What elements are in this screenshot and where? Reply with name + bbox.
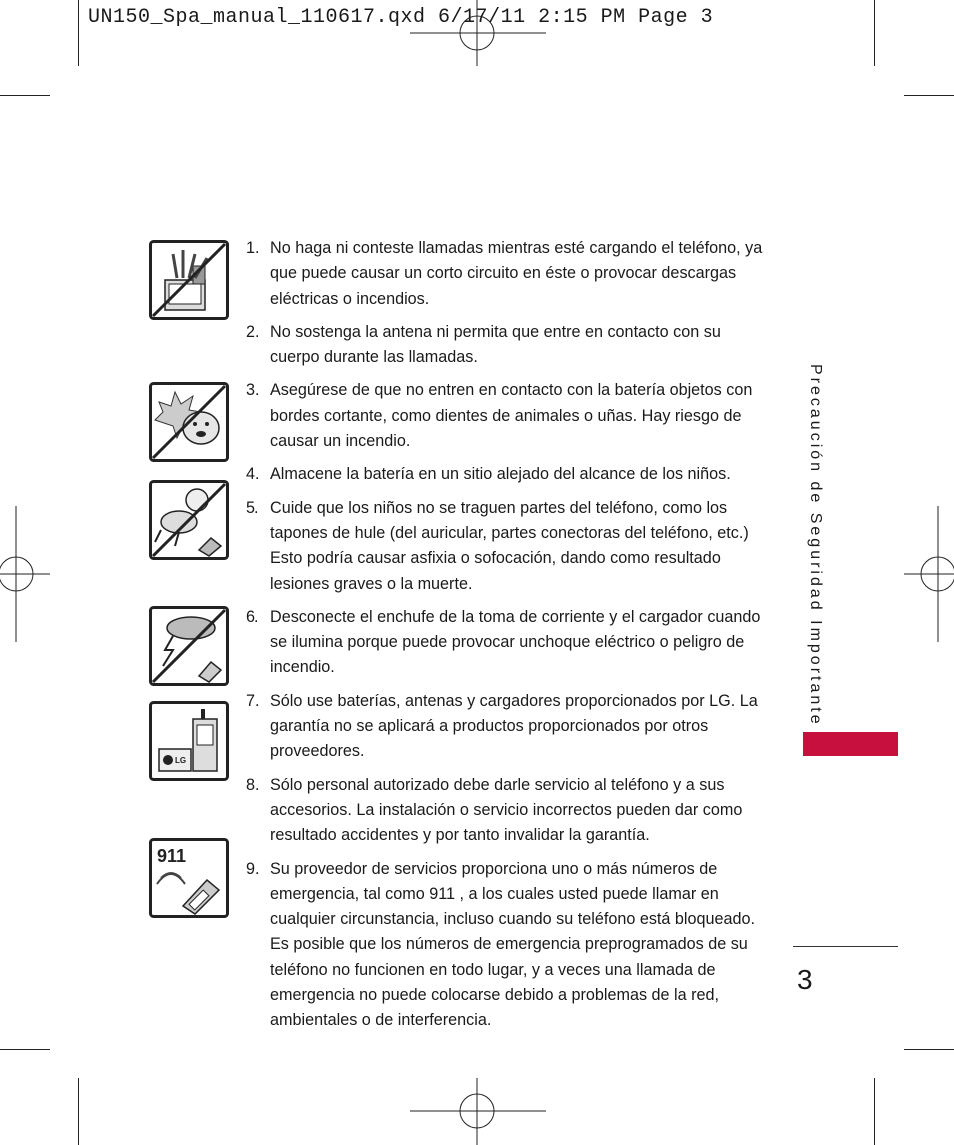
page-number: 3 (797, 964, 813, 995)
list-item (246, 857, 770, 1034)
crop-mark (904, 1049, 954, 1050)
item-text: No sostenga la antena ni permita que entre en contacto con su cuerpo durante las llamadas. (270, 322, 721, 367)
list-item (246, 320, 770, 371)
svg-text:LG: LG (175, 756, 187, 765)
registration-mark-left (0, 506, 50, 642)
crop-mark (78, 1078, 79, 1145)
emergency-911-icon (149, 838, 229, 918)
crop-mark (874, 1078, 875, 1145)
item-number: 6. (246, 607, 258, 626)
list-item (246, 236, 770, 312)
item-text: Desconecte el enchufe de la toma de corriente y el cargador cuando se ilumina porque puede provocar unchoque eléctrico o peligro de incendio. (270, 607, 761, 677)
safety-list (246, 236, 770, 1042)
item-number: 5. (246, 498, 258, 517)
registration-mark-right (904, 506, 954, 642)
list-item (246, 496, 770, 597)
item-text: Asegúrese de que no entren en contacto con la batería objetos con bordes cortante, como dientes de animales o uñas. Hay riesgo de causar un incendio. (270, 381, 753, 451)
item-number: 4. (246, 465, 260, 484)
item-number: 3. (246, 381, 260, 400)
no-charging-call-icon (149, 240, 229, 320)
item-text: Su proveedor de servicios proporciona uno o más números de emergencia, tal como 911 , a los cuales usted puede llamar en cualquier circunstancia, incluso cuando su teléfono está bloqueado. Es posible que los números de emergencia preprogramados de su teléfono no funcionen en todo lugar, y a veces una llamada de emergencia no puede colocarse debido a problemas de la red, ambientales o de interferencia. (270, 859, 756, 1030)
list-item (246, 462, 770, 487)
item-number: 9. (246, 859, 260, 878)
item-number: 7. (246, 691, 260, 710)
list-item (246, 378, 770, 454)
page-number-rule (793, 946, 898, 947)
crop-mark (904, 95, 954, 96)
crop-mark (0, 1049, 50, 1050)
lg-battery-phone-icon (149, 701, 229, 781)
list-item (246, 773, 770, 849)
item-text: Sólo personal autorizado debe darle servicio al teléfono y a sus accesorios. La instalación o servicio incorrectos pueden dar como resultado accidentes y por tanto invalidar la garantía. (270, 775, 743, 845)
no-lightning-icon (149, 606, 229, 686)
crop-mark (0, 95, 50, 96)
crop-mark (78, 0, 79, 66)
print-slug: UN150_Spa_manual_110617.qxd 6/17/11 2:15 PM Page 3 (88, 6, 714, 29)
list-item (246, 689, 770, 765)
item-number: 2. (246, 322, 260, 341)
no-pet-bite-icon (149, 382, 229, 462)
crop-mark (874, 0, 875, 66)
no-child-swallow-icon (149, 480, 229, 560)
item-text: Cuide que los niños no se traguen partes del teléfono, como los tapones de hule (del auricular, partes conectoras del teléfono, etc.) Esto podría causar asfixia o sofocación, dando como resultado lesiones graves o la muerte. (270, 498, 749, 593)
registration-mark-top (410, 0, 546, 66)
item-number: 1. (246, 239, 260, 257)
registration-mark-bottom (410, 1078, 546, 1145)
item-text: Sólo use baterías, antenas y cargadores proporcionados por LG. La garantía no se aplicará a productos proporcionados por otros proveedores. (270, 691, 758, 761)
item-text: Almacene la batería en un sitio alejado del alcance de los niños. (270, 465, 731, 484)
list-item (246, 605, 770, 681)
item-text: No haga ni conteste llamadas mientras esté cargando el teléfono, ya que puede causar un corto circuito en éste o provocar descargas eléctricas o incendios. (270, 239, 763, 308)
section-title: Precaución de Seguridad Importante (807, 364, 824, 727)
section-title-vertical (806, 364, 830, 727)
item-number: 8. (246, 775, 260, 794)
section-tab (803, 732, 898, 756)
911-label: 911 (157, 846, 187, 866)
